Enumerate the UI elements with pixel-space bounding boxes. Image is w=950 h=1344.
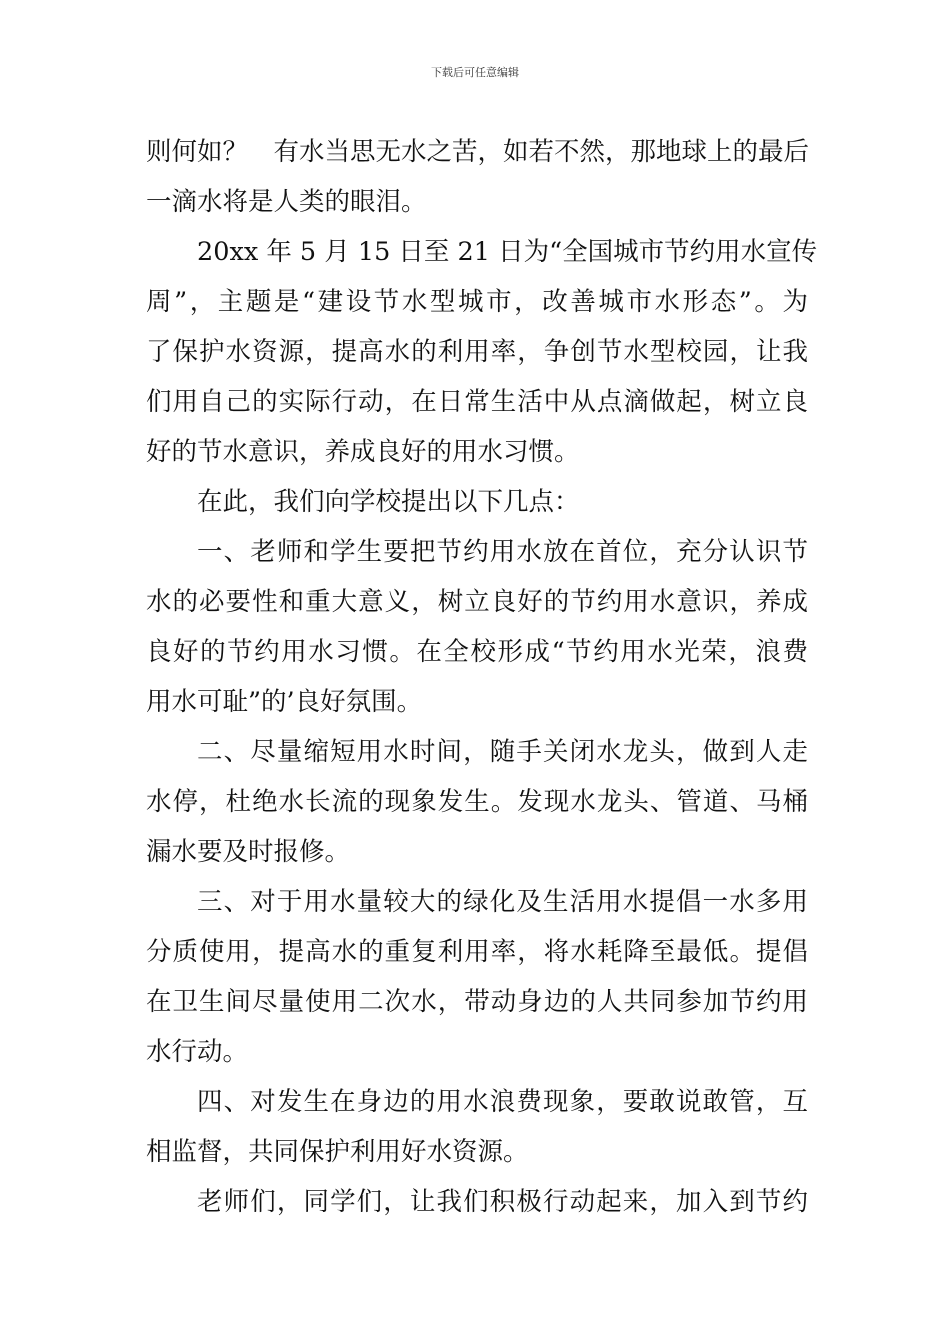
text-line: 相监督，共同保护利用好水资源。 — [146, 1137, 529, 1167]
paragraph — [146, 1177, 808, 1227]
text-line: 水停，杜绝水长流的现象发生。发现水龙头、管道、马桶 — [146, 787, 808, 817]
text-line: 水行动。 — [146, 1037, 249, 1067]
paragraph — [146, 227, 818, 477]
text-line: 了保护水资源，提高水的利用率，争创节水型校园，让我 — [146, 337, 808, 367]
text-line: 四、对发生在身边的用水浪费现象，要敢说敢管，互 — [197, 1087, 808, 1117]
text-line: 用水可耻”的’良好氛围。 — [146, 687, 423, 717]
paragraph — [146, 527, 808, 727]
text-line: 在卫生间尽量使用二次水，带动身边的人共同参加节约用 — [146, 987, 808, 1017]
text-line: 则何如？ 有水当思无水之苦，如若不然，那地球上的最后 — [146, 137, 810, 167]
text-line: 老师们，同学们，让我们积极行动起来，加入到节约 — [197, 1187, 808, 1217]
text-line: 良好的节约用水习惯。在全校形成“节约用水光荣，浪费 — [146, 637, 808, 667]
text-line: 一滴水将是人类的眼泪。 — [146, 187, 427, 217]
text-line: 漏水要及时报修。 — [146, 837, 351, 867]
paragraph — [146, 477, 808, 527]
text-line: 一、老师和学生要把节约用水放在首位，充分认识节 — [197, 537, 808, 567]
text-line: 20xx 年 5 月 15 日至 21 日为“全国城市节约用水宣传 — [197, 237, 818, 267]
paragraph — [146, 1077, 808, 1177]
paragraph — [146, 727, 808, 877]
paragraph — [146, 127, 808, 227]
page-header: 下载后可任意编辑 — [431, 66, 519, 79]
paragraph — [146, 877, 808, 1077]
text-line: 水的必要性和重大意义，树立良好的节约用水意识，养成 — [146, 587, 808, 617]
text-line: 在此，我们向学校提出以下几点： — [197, 487, 580, 517]
text-line: 们用自己的实际行动，在日常生活中从点滴做起，树立良 — [146, 387, 808, 417]
text-line: 好的节水意识，养成良好的用水习惯。 — [146, 437, 580, 467]
text-line: 二、尽量缩短用水时间，随手关闭水龙头，做到人走 — [197, 737, 808, 767]
document-body — [146, 127, 818, 1227]
text-line: 周”，主题是“建设节水型城市，改善城市水形态”。为 — [146, 287, 808, 317]
text-line: 分质使用，提高水的重复利用率，将水耗降至最低。提倡 — [146, 937, 808, 967]
text-line: 三、对于用水量较大的绿化及生活用水提倡一水多用 — [197, 887, 808, 917]
